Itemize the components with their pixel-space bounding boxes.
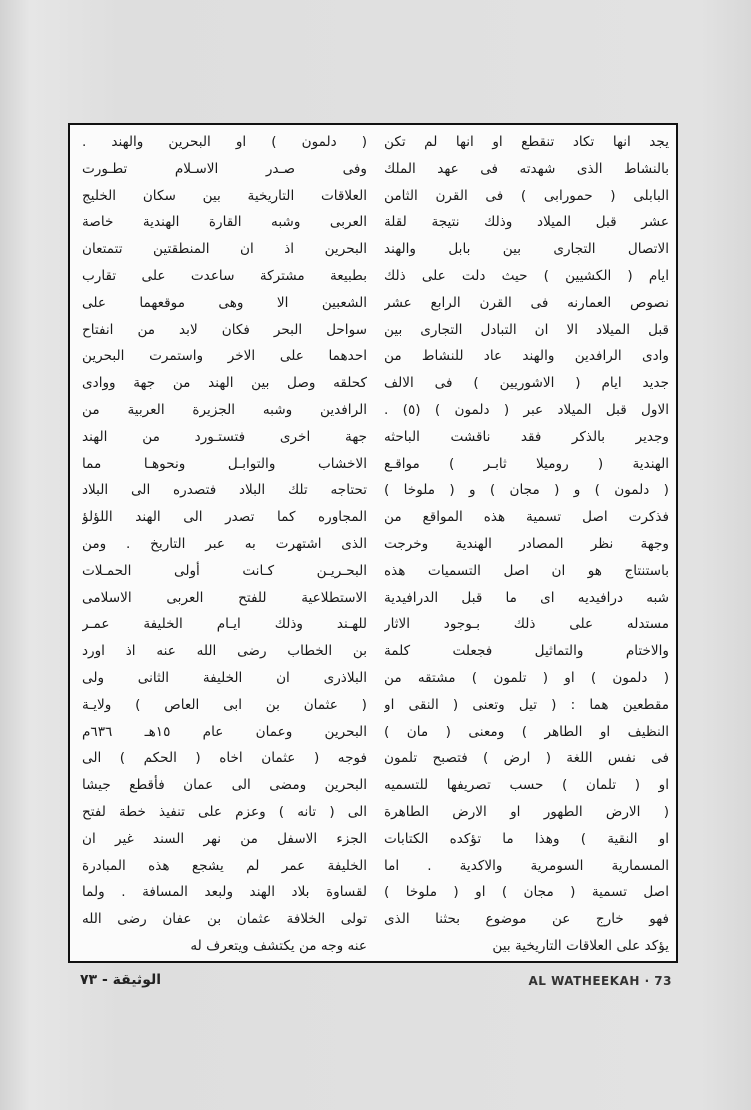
left-column-line: البلاذرى ان الخليفة الثانى ولى <box>82 669 367 686</box>
left-column-line: العلاقات التاريخية بين سكان الخليج <box>82 187 367 204</box>
left-column-line: للهـند وذلك ايـام الخليفة عمـر <box>82 616 367 633</box>
right-column-line: ايام ( الكشيين ) حيث دلت على ذلك <box>384 267 669 284</box>
right-column-line: المسمارية السومرية والاكدية . اما <box>384 857 669 874</box>
left-column-line: البحرين وعمان عام ١٥هـ ٦٣٦م <box>82 723 367 740</box>
right-column-line: الهندية ( روميلا ثابـر ) مواقـع <box>384 455 669 472</box>
right-column-line: شبه درافيديه اى ما قبل الدرافيدية <box>384 589 669 606</box>
left-column-line: بطبيعة مشتركة ساعدت على تقارب <box>82 267 367 284</box>
left-column-line: عنه وجه من يكتشف ويتعرف له <box>190 937 367 954</box>
left-column-line: الشعبين الا وهى موقعهما على <box>82 294 367 311</box>
right-column-line: عشر قبل الميلاد وذلك نتيجة لقلة <box>384 214 669 231</box>
left-column-line: كحلقه وصل بين الهند من جهة ووادى <box>82 375 367 392</box>
right-column-line: فهو خارج عن موضوع بحثنا الذى <box>384 911 669 928</box>
right-column-line: فى نفس اللغة ( ارض ) فتصبح تلمون <box>384 750 669 767</box>
right-column-line: ( الارض الطهور او الارض الطاهرة <box>384 803 669 820</box>
footer-arabic-page-label: الوثيقة - ٧٣ <box>80 972 162 988</box>
left-column-line: الذى اشتهرت به عبر التاريخ . ومن <box>82 535 367 552</box>
left-column-line: الرافدين وشبه الجزيرة العربية من <box>82 401 367 418</box>
right-column-line: البابلى ( حمورابى ) فى القرن الثامن <box>384 187 669 204</box>
right-column-line: يؤكد على العلاقات التاريخية بين <box>492 937 669 954</box>
left-column-line: الاخشاب والتوابـل ونحوهـا مما <box>82 455 367 472</box>
left-column-line: البحـريـن كـانت أولى الحمـلات <box>82 562 367 579</box>
left-column-line: الخليفة عمر لم يشجع هذه المبادرة <box>82 857 367 874</box>
left-column-line: الجزء الاسفل من نهر السند غير ان <box>82 830 367 847</box>
left-column-line: وفى صـدر الاسـلام تطـورت <box>82 160 367 177</box>
left-column-line: الى ( تانه ) وعزم على تنفيذ خطة لفتح <box>82 803 367 820</box>
left-column-line: لقساوة بلاد الهند ولبعد المسافة . ولما <box>82 884 367 901</box>
right-column-line: وادى الرافدين والهند عاد للنشاط من <box>384 348 669 365</box>
left-column-line: احدهما على الاخر واستمرت البحرين <box>82 348 367 365</box>
right-column-line: بالنشاط الذى شهدته فى عهد الملك <box>384 160 669 177</box>
left-column-line: البحرين اذ ان المنطقتين تتمتعان <box>82 241 367 258</box>
right-column-line: وجدير بالذكر فقد ناقشت الباحثه <box>384 428 669 445</box>
left-column-line: العربى وشبه القارة الهندية خاصة <box>82 214 367 231</box>
right-column-line: نصوص العمارنه فى القرن الرابع عشر <box>384 294 669 311</box>
right-column-line: قبل الميلاد الا ان التبادل التجارى بين <box>384 321 669 338</box>
footer-latin-page-label: AL WATHEEKAH · 73 <box>528 974 672 988</box>
left-column-line: جهة اخرى فتستـورد من الهند <box>82 428 367 445</box>
right-column-line: فذكرت اصل تسمية هذه المواقع من <box>384 509 669 526</box>
text-frame <box>68 123 678 963</box>
right-column-line: ( دلمون ) او ( تلمون ) مشتقه من <box>384 669 669 686</box>
right-column-line: يجد انها تكاد تنقطع او انها لم تكن <box>384 134 669 150</box>
right-column-line: اصل تسمية ( مجان ) او ( ملوخا ) <box>384 884 669 901</box>
left-column-line: تحتاجه تلك البلاد فتصدره الى البلاد <box>82 482 367 499</box>
left-column-line: سواحل البحر فكان لابد من انفتاح <box>82 321 367 338</box>
left-column-line: الاستطلاعية للفتح العربى الاسلامى <box>82 589 367 606</box>
left-column-line: المجاوره كما تصدر الى الهند اللؤلؤ <box>82 509 367 526</box>
right-column-line: النظيف او الطاهر ) ومعنى ( مان ) <box>384 723 669 740</box>
left-column-line: البحرين ومضى الى عمان فأقطع جيشا <box>82 777 367 794</box>
left-column-line: بن الخطاب رضى الله عنه اذ اورد <box>82 643 367 660</box>
right-column-line: جديد ايام ( الاشوريين ) فى الالف <box>384 375 669 392</box>
right-column <box>384 129 669 954</box>
left-column-line: ( عثمان بن ابى العاص ) ولايـة <box>82 696 367 713</box>
right-column-line: مستدله على ذلك بـوجود الاثار <box>384 616 669 633</box>
right-column-line: الاول قبل الميلاد عبر ( دلمون ) (٥) . <box>384 401 669 418</box>
right-column-line: باستنتاج هو ان اصل التسميات هذه <box>384 562 669 579</box>
right-column-line: او ( تلمان ) حسب تصريفها للتسميه <box>384 777 669 794</box>
left-column <box>82 129 367 954</box>
left-column-line: ( دلمون ) او البحرين والهند . <box>82 134 367 150</box>
left-column-line: تولى الخلافة عثمان بن عفان رضى الله <box>82 911 367 928</box>
right-column-line: الاتصال التجارى بين بابل والهند <box>384 241 669 258</box>
right-column-line: وجهة نظر المصادر الهندية وخرجت <box>384 535 669 552</box>
right-column-line: او النقية ) وهذا ما تؤكده الكتابات <box>384 830 669 847</box>
left-column-line: فوجه ( عثمان اخاه ( الحكم ) الى <box>82 750 367 767</box>
right-column-line: مقطعين هما : ( تيل وتعنى ( النقى او <box>384 696 669 713</box>
page-footer <box>68 972 678 996</box>
right-column-line: ( دلمون ) و ( مجان ) و ( ملوخا ) <box>384 482 669 499</box>
right-column-line: والاختام والتماثيل فجعلت كلمة <box>384 643 669 660</box>
